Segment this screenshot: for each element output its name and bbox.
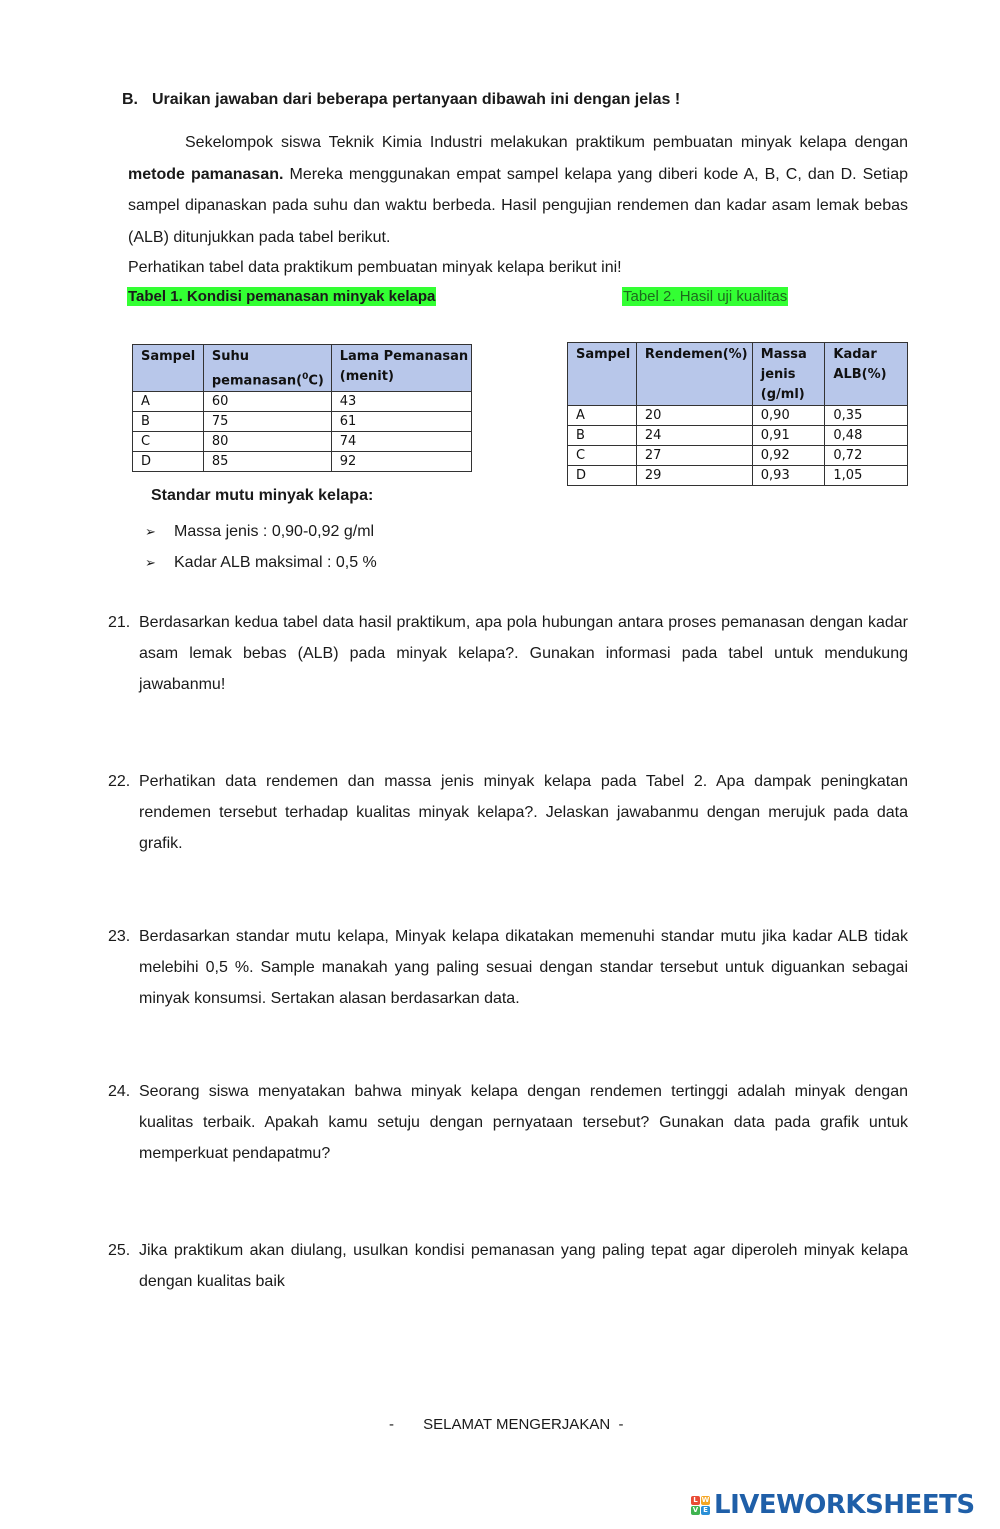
quality-standard-title: Standar mutu minyak kelapa: [151, 487, 374, 504]
header-rendemen-text: Rendemen(%) [644, 347, 748, 362]
question-number: 21. [108, 614, 131, 631]
table1-cell: A [133, 392, 204, 412]
closing-message: - SELAMAT MENGERJAKAN - [389, 1416, 624, 1433]
table1-cell: 74 [331, 432, 471, 452]
logo-square: V [692, 1505, 699, 1514]
table2-cell: 0,48 [825, 426, 908, 446]
header-suhu-line2: pemanasan( [211, 373, 303, 389]
section-letter: B. [122, 91, 138, 108]
header-lama-line2: (menit) [339, 369, 394, 384]
table2-header-sampel [568, 343, 637, 406]
table1-cell: 92 [331, 452, 471, 472]
instruction-line: Perhatikan tabel data praktikum pembuatan minyak kelapa berikut ini! [128, 259, 622, 276]
table1-header-lama [331, 345, 471, 392]
question-text: Jika praktikum akan diulang, usulkan kondisi pemanasan yang paling tepat agar diperoleh minyak kelapa dengan kualitas baik [139, 1242, 908, 1290]
table1-cell: B [133, 412, 204, 432]
table1-header-row [133, 345, 472, 392]
question-text: Perhatikan data rendemen dan massa jenis minyak kelapa pada Tabel 2. Apa dampak peningkatan rendemen tersebut terhadap kualitas minyak kelapa?. Jelaskan jawabanmu dengan merujuk pada data grafik. [139, 773, 908, 852]
section-heading [122, 91, 680, 109]
table2-cell: 0,92 [752, 446, 825, 466]
header-kadar-line2: ALB(%) [833, 367, 887, 382]
header-massa-line3: (g/ml) [760, 387, 805, 402]
header-suhu-unit: C) [308, 373, 324, 389]
table2-cell: 1,05 [825, 466, 908, 486]
table2-cell: 0,35 [825, 406, 908, 426]
question-number: 25. [108, 1242, 131, 1259]
table1-cell: 85 [203, 452, 331, 472]
table2-cell: D [568, 466, 637, 486]
table2-cell: 24 [636, 426, 752, 446]
section-title: Uraikan jawaban dari beberapa pertanyaan dibawah ini dengan jelas ! [152, 91, 681, 108]
table2-cell: 0,90 [752, 406, 825, 426]
table1-cell: 61 [331, 412, 471, 432]
table1-row [133, 392, 472, 412]
question-text: Berdasarkan standar mutu kelapa, Minyak kelapa dikatakan memenuhi standar mutu jika kadar ALB tidak melebihi 0,5 %. Sample manakah yang paling sesuai dengan standar tersebut untuk diguankan sebagai minyak konsumsi. Sertakan alasan berdasarkan data. [139, 928, 908, 1007]
table2-row [568, 446, 908, 466]
intro-paragraph [128, 127, 908, 253]
intro-text-2: Mereka menggunakan empat sampel kelapa yang diberi kode A, B, C, dan D. Setiap sampel dipanaskan pada suhu dan waktu berbeda. Hasil pengujian rendemen dan kadar asam lemak bebas (ALB) ditunjukkan pada tabel berikut. [128, 165, 908, 246]
table2-row [568, 466, 908, 486]
table1-caption: Tabel 1. Kondisi pemanasan minyak kelapa [128, 288, 436, 305]
table2-row [568, 426, 908, 446]
question-21 [108, 607, 908, 700]
liveworksheets-logo [691, 1490, 975, 1520]
table2-header-row [568, 343, 908, 406]
header-massa-line2: jenis [760, 367, 796, 382]
table2-quality-results [567, 342, 908, 486]
table1-row [133, 452, 472, 472]
standard-item [145, 516, 377, 547]
table1-row [133, 412, 472, 432]
table1-header-sampel [133, 345, 204, 392]
header-sampel-text: Sampel [576, 347, 631, 362]
logo-square: L [691, 1496, 700, 1505]
table1-cell: 60 [203, 392, 331, 412]
arrow-bullet-icon: ➢ [145, 524, 156, 539]
quality-standard-list [145, 516, 377, 578]
logo-square: E [701, 1506, 710, 1515]
table1-heating-conditions [132, 344, 472, 472]
table1-cell: 75 [203, 412, 331, 432]
table1-header-suhu [203, 345, 331, 392]
header-suhu-degree: 0 [302, 372, 309, 382]
standard-item-text: Massa jenis : 0,90-0,92 g/ml [174, 523, 375, 540]
table1-row [133, 432, 472, 452]
question-24 [108, 1076, 908, 1169]
standard-item-text: Kadar ALB maksimal : 0,5 % [174, 554, 377, 571]
logo-mark-icon [691, 1496, 710, 1515]
header-massa-line1: Massa [760, 347, 807, 362]
table2-cell: 0,72 [825, 446, 908, 466]
table2-header-rendemen [636, 343, 752, 406]
table2-cell: 29 [636, 466, 752, 486]
table1-cell: C [133, 432, 204, 452]
table2-cell: A [568, 406, 637, 426]
question-23 [108, 921, 908, 1014]
header-suhu-line1: Suhu [211, 349, 250, 364]
table2-cell: C [568, 446, 637, 466]
table2-row [568, 406, 908, 426]
table2-cell: B [568, 426, 637, 446]
table2-header-kadar [825, 343, 908, 406]
table2-cell: 0,93 [752, 466, 825, 486]
standard-item [145, 547, 377, 578]
table1-cell: 80 [203, 432, 331, 452]
question-25 [108, 1235, 908, 1297]
question-number: 22. [108, 773, 131, 790]
table2-header-massa [752, 343, 825, 406]
table2-cell: 20 [636, 406, 752, 426]
logo-square: W [701, 1495, 710, 1504]
table1-cell: D [133, 452, 204, 472]
question-number: 24. [108, 1083, 131, 1100]
table2-cell: 0,91 [752, 426, 825, 446]
table2-cell: 27 [636, 446, 752, 466]
question-text: Berdasarkan kedua tabel data hasil praktikum, apa pola hubungan antara proses pemanasan dengan kadar asam lemak bebas (ALB) pada minyak kelapa?. Gunakan informasi pada tabel untuk mendukung jawabanmu! [139, 614, 908, 693]
header-sampel-text: Sampel [141, 349, 196, 364]
question-text: Seorang siswa menyatakan bahwa minyak kelapa dengan rendemen tertinggi adalah minyak dengan kualitas terbaik. Apakah kamu setuju dengan pernyataan tersebut? Gunakan data pada grafik untuk memperkuat pendapatmu? [139, 1083, 908, 1162]
intro-text-1: Sekelompok siswa Teknik Kimia Industri melakukan praktikum pembuatan minyak kelapa dengan [185, 134, 908, 151]
header-lama-line1: Lama Pemanasan [339, 349, 469, 364]
arrow-bullet-icon: ➢ [145, 555, 156, 570]
header-kadar-line1: Kadar [833, 347, 877, 362]
intro-bold-method: metode pamanasan. [128, 165, 284, 183]
question-22 [108, 766, 908, 859]
table1-cell: 43 [331, 392, 471, 412]
logo-text: LIVEWORKSHEETS [714, 1490, 975, 1520]
question-number: 23. [108, 928, 131, 945]
table2-caption: Tabel 2. Hasil uji kualitas [623, 288, 788, 305]
